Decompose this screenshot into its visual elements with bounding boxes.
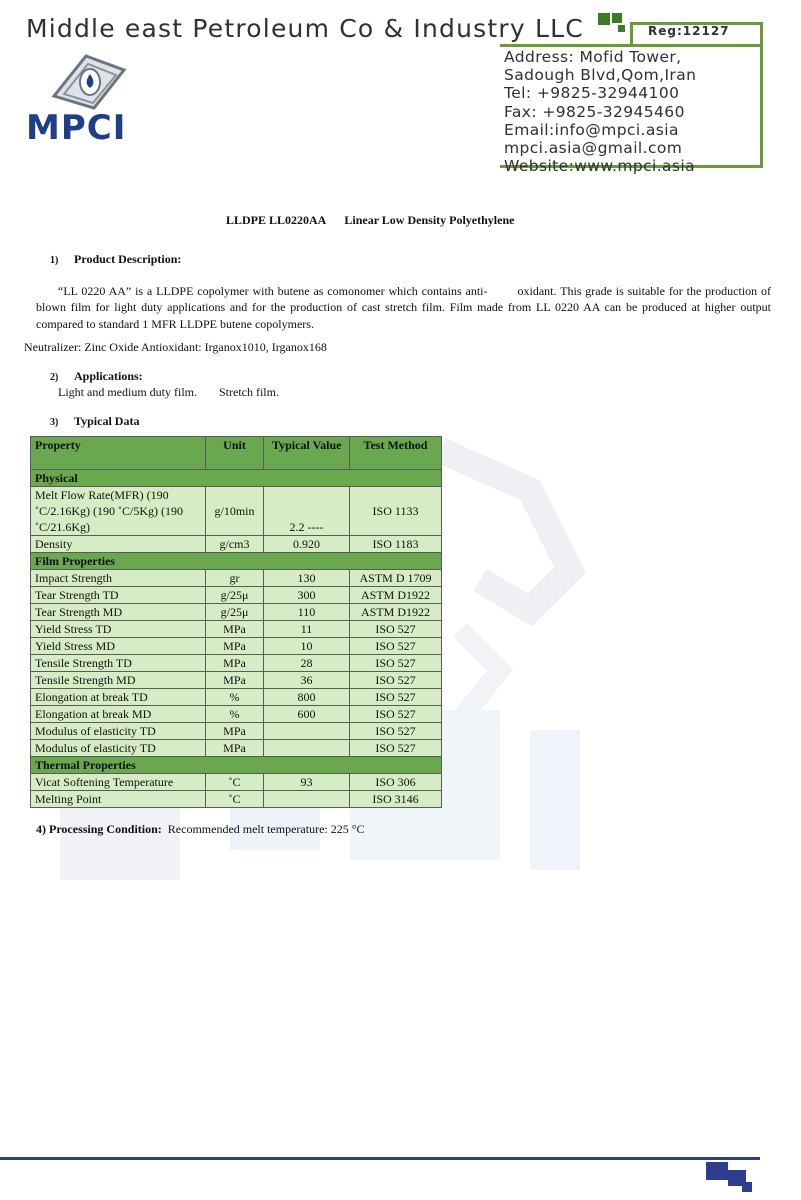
- cell-value: 93: [264, 774, 350, 791]
- group-label: Physical: [31, 470, 442, 487]
- header-unit: Unit: [206, 437, 264, 470]
- cell-property: Vicat Softening Temperature: [31, 774, 206, 791]
- table-row: [31, 689, 442, 706]
- group-row-film: [31, 553, 442, 570]
- cell-property: Yield Stress TD: [31, 621, 206, 638]
- table-row: [31, 723, 442, 740]
- section-heading: Product Description:: [74, 252, 182, 266]
- application-item: Light and medium duty film.: [58, 385, 197, 399]
- typical-data-table: [30, 436, 442, 808]
- cell-value: 0.920: [264, 536, 350, 553]
- contact-block: [504, 48, 696, 175]
- table-row: [31, 672, 442, 689]
- cell-property: Yield Stress MD: [31, 638, 206, 655]
- document-title: [226, 213, 514, 228]
- cell-test-method: ISO 527: [350, 638, 442, 655]
- header-test-method: Test Method: [350, 437, 442, 470]
- table-row: [31, 638, 442, 655]
- cell-value: 36: [264, 672, 350, 689]
- header-frame-right: [760, 22, 763, 168]
- contact-email: Email:info@mpci.asia: [504, 120, 679, 139]
- description-part-1: “LL 0220 AA” is a LLDPE copolymer with butene as comonomer which contains anti-: [58, 284, 488, 298]
- group-row-thermal: [31, 757, 442, 774]
- cell-property: Tensile Strength MD: [31, 672, 206, 689]
- reg-frame-left: [630, 22, 633, 46]
- cell-value: 11: [264, 621, 350, 638]
- cell-unit: MPa: [206, 740, 264, 757]
- table-row: [31, 604, 442, 621]
- cell-test-method: ISO 527: [350, 740, 442, 757]
- section-number: 1): [50, 255, 59, 266]
- processing-heading: 4) Processing Condition:: [36, 822, 162, 836]
- footer-divider: [0, 1157, 760, 1160]
- description-part-2: oxidant. This grade is suitable for the production of blown film for light duty applications and for the production of cast stretch film. Film made from LL 0220 AA can be produced at higher output compared to standard 1 MFR LLDPE butene copolymers.: [36, 284, 771, 331]
- cell-property: Elongation at break TD: [31, 689, 206, 706]
- oil-barrel-logo-icon: [24, 48, 144, 110]
- cell-property: Elongation at break MD: [31, 706, 206, 723]
- cell-value: [264, 740, 350, 757]
- cell-unit: MPa: [206, 723, 264, 740]
- section-number: 3): [50, 417, 59, 428]
- section-number: 2): [50, 372, 59, 383]
- cell-unit: %: [206, 689, 264, 706]
- group-label: Thermal Properties: [31, 757, 442, 774]
- cell-unit: g/10min: [206, 487, 264, 536]
- cell-unit: gr: [206, 570, 264, 587]
- processing-condition: [36, 822, 365, 837]
- cell-test-method: ISO 527: [350, 723, 442, 740]
- group-label: Film Properties: [31, 553, 442, 570]
- section-product-description: [50, 252, 181, 267]
- cell-property: Tear Strength TD: [31, 587, 206, 604]
- cell-test-method: ASTM D1922: [350, 604, 442, 621]
- company-name: Middle east Petroleum Co & Industry LLC: [26, 14, 584, 43]
- section-typical-data: [50, 414, 139, 429]
- cell-test-method: ASTM D 1709: [350, 570, 442, 587]
- table-row: [31, 621, 442, 638]
- table-row: [31, 570, 442, 587]
- cell-value: 300: [264, 587, 350, 604]
- cell-value: [264, 723, 350, 740]
- registration-number: Reg:12127: [648, 24, 730, 38]
- table-header-row: [31, 437, 442, 470]
- table-row: [31, 487, 442, 536]
- title-grade-code: LLDPE LL0220AA: [226, 213, 327, 227]
- cell-unit: MPa: [206, 621, 264, 638]
- cell-unit: g/cm3: [206, 536, 264, 553]
- cell-test-method: ISO 527: [350, 621, 442, 638]
- cell-test-method: ISO 3146: [350, 791, 442, 808]
- cell-test-method: ASTM D1922: [350, 587, 442, 604]
- cell-property: Impact Strength: [31, 570, 206, 587]
- cell-unit: MPa: [206, 655, 264, 672]
- cell-unit: MPa: [206, 638, 264, 655]
- logo-wordmark: MPCI: [26, 108, 127, 148]
- title-product-name: Linear Low Density Polyethylene: [344, 213, 515, 227]
- table-row: [31, 587, 442, 604]
- cell-value: 110: [264, 604, 350, 621]
- section-applications: [50, 369, 143, 384]
- processing-text: Recommended melt temperature: 225 °C: [167, 822, 365, 836]
- contact-city: Sadough Blvd,Qom,Iran: [504, 66, 697, 85]
- section-heading: Applications:: [74, 369, 143, 383]
- header-property: Property: [31, 437, 206, 470]
- table-row: [31, 536, 442, 553]
- cell-value: 2.2 ----: [264, 487, 350, 536]
- cell-test-method: ISO 306: [350, 774, 442, 791]
- cell-test-method: ISO 527: [350, 655, 442, 672]
- table-row: [31, 740, 442, 757]
- cell-property: Tensile Strength TD: [31, 655, 206, 672]
- cell-unit: g/25μ: [206, 587, 264, 604]
- product-description-text: [36, 283, 771, 332]
- applications-list: [58, 385, 279, 400]
- cell-value: [264, 791, 350, 808]
- cell-value: 130: [264, 570, 350, 587]
- contact-website: Website:www.mpci.asia: [504, 157, 696, 176]
- cell-unit: %: [206, 706, 264, 723]
- cell-unit: g/25μ: [206, 604, 264, 621]
- contact-fax: Fax: +9825-32945460: [504, 102, 685, 121]
- cell-property: Density: [31, 536, 206, 553]
- neutralizer-text: Neutralizer: Zinc Oxide Antioxidant: Irganox1010, Irganox168: [24, 340, 327, 354]
- contact-email-alt: mpci.asia@gmail.com: [504, 139, 683, 158]
- cell-unit: ˚C: [206, 791, 264, 808]
- cell-property: Modulus of elasticity TD: [31, 740, 206, 757]
- cell-unit: MPa: [206, 672, 264, 689]
- cell-value: 28: [264, 655, 350, 672]
- cell-property: Melting Point: [31, 791, 206, 808]
- cell-test-method: ISO 527: [350, 672, 442, 689]
- table-row: [31, 791, 442, 808]
- cell-test-method: ISO 1133: [350, 487, 442, 536]
- cell-test-method: ISO 527: [350, 689, 442, 706]
- cell-value: 600: [264, 706, 350, 723]
- table-row: [31, 655, 442, 672]
- application-item: Stretch film.: [218, 385, 279, 399]
- footer-squares-icon: [706, 1158, 756, 1194]
- cell-test-method: ISO 1183: [350, 536, 442, 553]
- table-row: [31, 706, 442, 723]
- header-typical-value: Typical Value: [264, 437, 350, 470]
- group-row-physical: [31, 470, 442, 487]
- cell-test-method: ISO 527: [350, 706, 442, 723]
- table-row: [31, 774, 442, 791]
- section-heading: Typical Data: [74, 414, 140, 428]
- contact-tel: Tel: +9825-32944100: [504, 84, 680, 103]
- cell-property: Tear Strength MD: [31, 604, 206, 621]
- cell-property: Melt Flow Rate(MFR) (190 ˚C/2.16Kg) (190 ˚C/5Kg) (190 ˚C/21.6Kg): [31, 487, 206, 536]
- cell-property: Modulus of elasticity TD: [31, 723, 206, 740]
- cell-value: 10: [264, 638, 350, 655]
- contact-address: Address: Mofid Tower,: [504, 48, 682, 66]
- cell-unit: ˚C: [206, 774, 264, 791]
- cell-value: 800: [264, 689, 350, 706]
